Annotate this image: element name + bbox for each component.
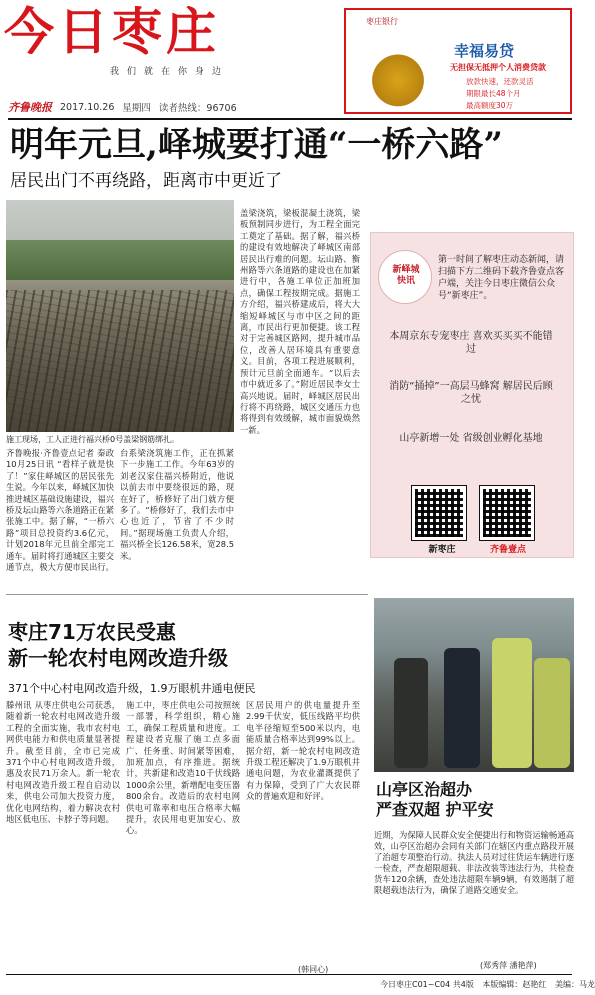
issue-date: 2017.10.26 (60, 101, 115, 113)
story3-byline: (郑秀萍 潘艳萍) (480, 961, 537, 970)
wechat-badge (378, 250, 432, 304)
photo-caption: 施工现场，工人正进行福兴桥0号盖梁钢筋绑扎。 (6, 435, 180, 444)
footer-designer: 美编：马龙 (554, 980, 595, 989)
story3-body: 近期，为保障人民群众安全便捷出行和物资运输畅通高效，山亭区治超办会同有关部门在辖区内重点路段开展了治超专项整治行动。执法人员对过往货运车辆进行逐一检查，严查超限超载、非法改装等违法行为，共检查货车120余辆，查处违法超限车辆9辆，有效遏制了超限超载违法行为，确保了道路交通安全。 (374, 830, 574, 895)
ad-line-2: 放款快速，还款灵活 (466, 77, 534, 86)
coin-stack-image (352, 36, 444, 110)
lead-body-col1: 齐鲁晚报·齐鲁壹点记者 秦政 10月25日讯 “看样子就是快了！”家住峄城区的居民张先生说。今年以来，峄城区加快推进城区基础设施建设，福兴桥及坛山路等六条道路正在紧张施工中。据了解，“一桥六路”项目总投资约3.6亿元，计划2018年元旦前全部完工通车。届时将打通城区主要交通节点，极大方便市民出行。 (6, 448, 114, 573)
masthead-logo: 今日枣庄 (4, 2, 220, 61)
section-divider (6, 594, 368, 595)
promo-link-1[interactable]: 本周京东专宠枣庄 喜欢买买买不能错过 (389, 331, 553, 355)
qr-label-2: 齐鲁壹点 (489, 545, 526, 555)
footer-editor: 本版编辑：赵艳红 (482, 980, 547, 989)
wechat-badge-label: 新峄城快讯 (392, 265, 420, 286)
masthead-divider (8, 118, 572, 120)
paper-brand: 齐鲁晚报 (8, 101, 52, 114)
wechat-intro: 第一时间了解枣庄动态新闻，请扫描下方二维码下载齐鲁壹点客户端，关注今日枣庄微信公众号“新枣庄”。 (438, 255, 565, 301)
lead-body-col2: 台系梁浇筑施工作，正在抓紧下一步施工工作。今年63岁的刘老汉家住福兴桥附近，他说以前去市中要绕很远的路，现在好了，桥修好了出门就方便多了。“桥修好了，我们去市中心也近了，节省了不少时间。”据现场施工负责人介绍，福兴桥全长126.58米，宽28.5米。 (120, 448, 234, 561)
story2-headline-a: 枣庄71万农民受惠 (8, 620, 176, 644)
figure-officer-3 (492, 638, 532, 768)
ad-line-3: 期限最长48个月 (466, 89, 521, 98)
qr-label-1: 新枣庄 (428, 545, 456, 555)
story2-body-col3: 区居民用户的供电量提升至2.99千伏安，低压线路平均供电半径缩短至500米以内，电能质量合格率达到99%以上。据介绍，新一轮农村电网改造升级工程还解决了1.9万眼机井通电问题，为农业灌溉提供了有力保障，受到了广大农民群众的普遍欢迎和好评。 (246, 700, 360, 802)
footer-info (380, 979, 595, 990)
construction-photo (6, 200, 234, 432)
story2-body-col2: 施工中，枣庄供电公司按照统一部署，科学组织，精心施工，确保工程质量和进度。工程建设者克服了施工点多面广、任务重、时间紧等困难，加班加点，有序推进。据统计，共新建和改造10千伏线路1000余公里，新增配电变压器800余台。改造后的农村电网供电可靠率和电压合格率大幅提升，农民用电更加安心、放心。 (126, 700, 240, 836)
masthead-slogan: 我们就在你身边 (110, 67, 230, 77)
story3-headline-a: 山亭区治超办 (376, 780, 473, 799)
photo-rebar (6, 290, 234, 432)
bank-advertisement[interactable] (344, 8, 572, 114)
photo-treeline (6, 240, 234, 280)
lead-headline: 明年元旦,峄城要打通“一桥六路” (10, 125, 503, 165)
qr-code-qilu-yidian[interactable] (480, 486, 534, 540)
ad-bank-name: 枣庄银行 (366, 17, 398, 26)
story2-byline: (韩同心) (298, 965, 329, 974)
story3-headline-b: 严查双超 护平安 (376, 800, 494, 819)
qr-code-xinzaozhuang[interactable] (412, 486, 466, 540)
footer-edition: 今日枣庄C01~C04 共4版 (380, 980, 474, 989)
lead-subhead: 居民出门不再绕路，距离市中更近了 (10, 171, 282, 191)
promo-link-2[interactable]: 消防“捅掉”一高层马蜂窝 解居民后顾之忧 (389, 381, 553, 405)
ad-product-name: 幸福易贷 (454, 42, 515, 60)
traffic-police-photo (374, 598, 574, 772)
figure-officer-2 (444, 648, 480, 768)
story2-subhead: 371个中心村电网改造升级，1.9万眼机井通电便民 (8, 682, 256, 695)
ad-line-1: 无担保无抵押个人消费贷款 (450, 63, 546, 72)
footer-divider (6, 974, 572, 975)
promo-link-3[interactable]: 山亭新增一处 省级创业孵化基地 (399, 433, 543, 444)
story2-headline-b: 新一轮农村电网改造升级 (8, 646, 228, 670)
story2-body-col1: 滕州讯 从枣庄供电公司获悉，随着新一轮农村电网改造升级工程的全面实施，我市农村电网供电能力和供电质量显著提升。截至目前，全市已完成371个中心村电网改造升级，惠及农民71万余人。新一轮农村电网改造升级工程自启动以来，供电公司加大投资力度，优化电网结构，着力解决农村地区低电压、卡脖子等问题。 (6, 700, 120, 825)
figure-officer-1 (394, 658, 428, 768)
dateline (8, 100, 338, 114)
lead-body-col3: 盖梁浇筑，梁板混凝土浇筑，梁板预制同步进行，为工程全面完工奠定了基础。据了解，福兴桥的建设有效地解决了峄城区南部居民出行难的问题。坛山路、衡州路等六条道路的建设也在加紧进行中，各施工单位正加班加点，确保工程按期完成。据施工方介绍，福兴桥建成后，将大大缩短峄城区与市中区之间的距离，市民出行更加便捷。该工程对于完善城区路网，提升城市品位，改善人居环境具有重要意义。目前，各项工程进展顺利，预计元旦前全面通车。“以后去市中就近多了。”附近居民李女士高兴地说。届时，峄城区居民出行将不再绕路，城区交通压力也将得到有效缓解，城市面貌焕然一新。 (240, 208, 360, 435)
figure-officer-4 (534, 658, 570, 768)
ad-line-4: 最高额度30万 (466, 101, 514, 110)
reader-hotline: 读者热线：96706 (158, 103, 237, 114)
issue-weekday: 星期四 (122, 103, 151, 114)
